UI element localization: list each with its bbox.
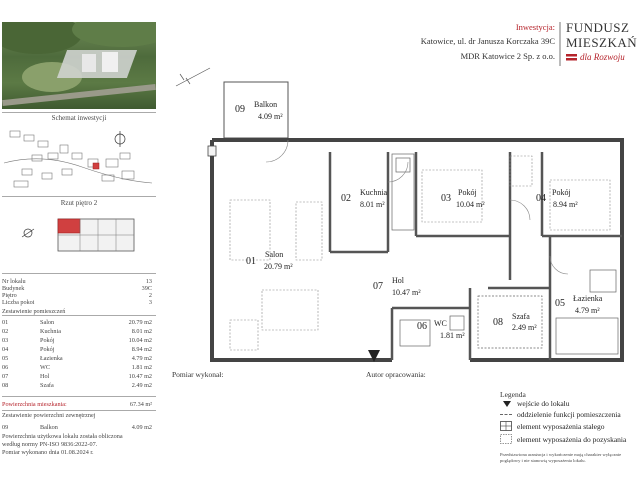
author-label: Autor opracowania: [366, 370, 426, 379]
info-row [2, 292, 156, 299]
usable-area-value: 67.34 m² [129, 401, 152, 408]
room-name: Salon [265, 250, 284, 259]
investment-scheme-drawing [2, 123, 156, 195]
room-name: Balkon [254, 100, 278, 109]
note-line: według normy PN-ISO 9836:2022-07. [2, 441, 98, 448]
separator-line-icon [500, 414, 512, 415]
room-row: 05 Łazienka 4.79 m2 [2, 355, 152, 362]
room-row: 02 Kuchnia 8.01 m2 [2, 328, 152, 335]
brand-line3: dla Rozwoju [580, 52, 625, 62]
info-label: Liczba pokoi [2, 299, 35, 306]
fixed-equipment-icon [500, 421, 512, 431]
room-number: 01 [246, 256, 256, 267]
info-label: Piętro [2, 292, 17, 299]
investor-label: Inwestycja: [515, 22, 555, 32]
room-number: 06 [417, 321, 427, 332]
legend-item: wejście do lokalu [517, 399, 570, 408]
room-area: 1.81 m² [440, 331, 465, 340]
info-label: Budynek [2, 285, 25, 292]
legend-item: element wyposażenia stałego [517, 422, 605, 431]
room-area: 4.09 m² [258, 112, 283, 121]
measured-label: Pomiar wykonał: [172, 370, 224, 379]
entrance-icon [503, 401, 511, 407]
outer-row: 09 Balkon 4.09 m2 [2, 424, 152, 431]
room-name: Kuchnia [360, 188, 388, 197]
scheme-panel [2, 112, 156, 193]
room-number: 09 [235, 104, 245, 115]
note-line: Pomiar wykonano dnia 01.08.2024 r. [2, 449, 94, 456]
note-line: Powierzchnia użytkowa lokalu została obliczona [2, 433, 123, 440]
usable-area-row [2, 401, 156, 408]
room-name: Szafa [512, 312, 530, 321]
room-row: 08 Szafa 2.49 m2 [2, 382, 152, 389]
room-number: 08 [493, 317, 503, 328]
room-area: 20.79 m² [264, 262, 293, 271]
room-name: Pokój [458, 188, 477, 197]
floor-title: Rzut piętro 2 [60, 199, 98, 207]
room-row: 07 Hol 10.47 m2 [2, 373, 152, 380]
room-area: 8.94 m² [553, 200, 578, 209]
info-value: 39C [141, 285, 152, 292]
legend-item: element wyposażenia do pozyskania [517, 435, 627, 444]
rooms-title: Zestawienie pomieszczeń [2, 308, 66, 315]
scheme-title: Schemat inwestycji [51, 114, 107, 122]
info-value: 2 [148, 292, 152, 299]
north-arrow-icon [176, 68, 210, 86]
usable-area-label: Powierzchnia mieszkania: [2, 401, 67, 408]
room-area: 2.49 m² [512, 323, 537, 332]
legend-item: oddzielenie funkcji pomieszczenia [517, 410, 621, 419]
room-row: 01 Salon 20.79 m2 [2, 319, 152, 326]
room-row: 04 Pokój 8.94 m2 [2, 346, 152, 353]
room-number: 03 [441, 193, 451, 204]
info-value: 13 [145, 278, 152, 285]
room-name: Hol [392, 276, 404, 285]
room-number: 02 [341, 193, 351, 204]
address: Katowice, ul. dr Janusza Korczaka 39C [420, 36, 555, 46]
room-area: 10.04 m² [456, 200, 485, 209]
room-row: 03 Pokój 10.04 m2 [2, 337, 152, 344]
floor-key-drawing [2, 207, 156, 263]
legend-footnote: Przedstawiona aranżacja i wykończenie mają charakter wyłącznie [500, 452, 622, 457]
legend-title: Legenda [500, 390, 526, 399]
info-value: 3 [148, 299, 152, 306]
info-row [2, 278, 156, 285]
room-number: 04 [536, 193, 546, 204]
optional-equipment-icon [500, 434, 512, 444]
room-row: 06 WC 1.81 m2 [2, 364, 152, 371]
room-area: 10.47 m² [392, 288, 421, 297]
info-label: Nr lokalu [2, 278, 26, 285]
company: MDR Katowice 2 Sp. z o.o. [460, 51, 555, 61]
room-area: 8.01 m² [360, 200, 385, 209]
brand-line1: FUNDUSZ [566, 20, 630, 35]
aerial-photo [2, 22, 156, 109]
floor-plan-key [2, 196, 156, 265]
room-name: Pokój [552, 188, 571, 197]
outer-title: Zestawienie powierzchni zewnętrznej [2, 412, 96, 419]
info-row [2, 299, 156, 306]
room-name: WC [434, 319, 447, 328]
room-number: 07 [373, 281, 383, 292]
room-area: 4.79 m² [575, 306, 600, 315]
info-row [2, 285, 156, 292]
room-name: Łazienka [573, 294, 603, 303]
legend-footnote: poglądowy i nie stanowią wyposażenia lokalu. [500, 458, 586, 463]
room-number: 05 [555, 298, 565, 309]
brand-line2: MIESZKAŃ [566, 35, 638, 50]
